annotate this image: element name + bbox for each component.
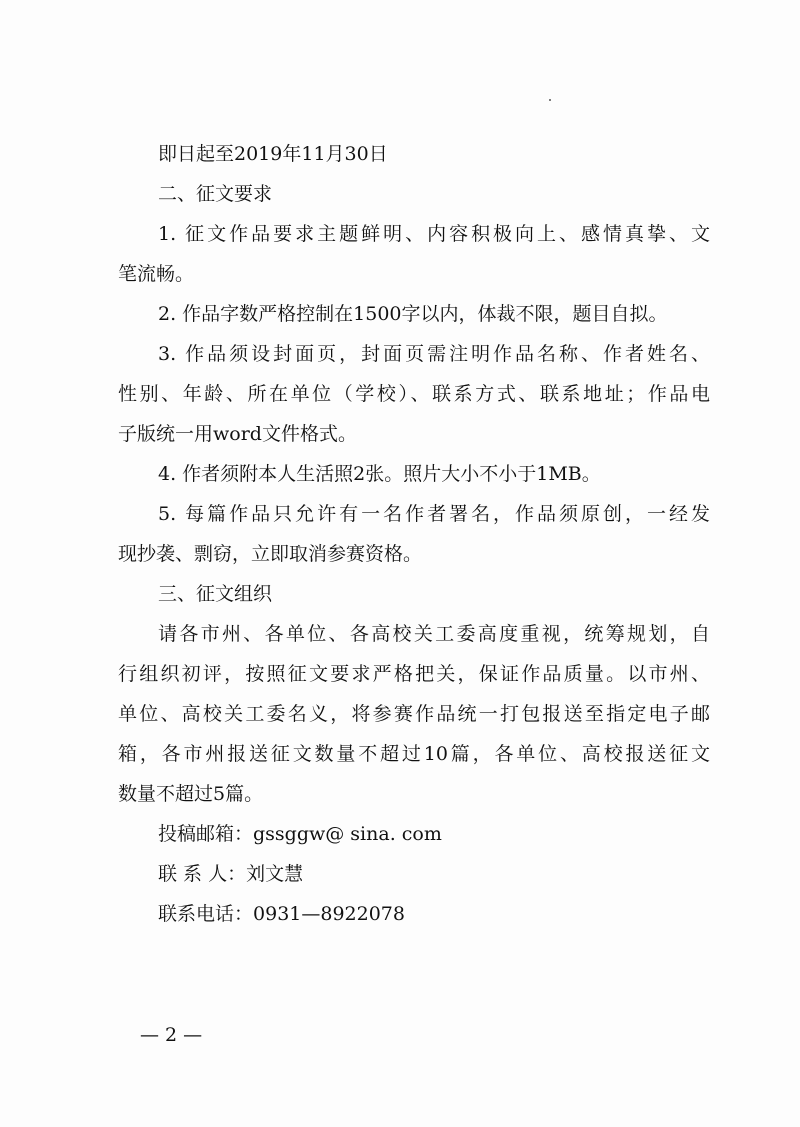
page-number: — 2 — [140, 1024, 203, 1046]
requirement-1-line-1: 1. 征文作品要求主题鲜明、内容积极向上、感情真挚、文 [158, 223, 710, 245]
email-label: 投稿邮箱： [158, 823, 254, 845]
contact-value: 刘文慧 [246, 863, 304, 885]
phone-row [158, 894, 405, 934]
organization-line-3: 单位、高校关工委名义，将参赛作品统一打包报送至指定电子邮 [118, 703, 710, 725]
organization-line-4: 箱，各市州报送征文数量不超过10篇，各单位、高校报送征文 [118, 743, 710, 765]
contact-row [158, 854, 303, 894]
organization-line-5: 数量不超过5篇。 [118, 783, 264, 805]
email-value: gssggw@ sina. com [253, 823, 442, 845]
phone-value: 0931—8922078 [253, 903, 405, 925]
organization-line-2: 行组织初评，按照征文要求严格把关，保证作品质量。以市州、 [118, 663, 710, 685]
requirement-5-line-1: 5. 每篇作品只允许有一名作者署名，作品须原创，一经发 [158, 503, 710, 525]
requirement-2: 2. 作品字数严格控制在1500字以内，体裁不限，题目自拟。 [158, 303, 668, 325]
requirement-4: 4. 作者须附本人生活照2张。照片大小不小于1MB。 [158, 463, 601, 485]
requirement-3-line-1: 3. 作品须设封面页，封面页需注明作品名称、作者姓名、 [158, 343, 710, 365]
requirement-3-line-3: 子版统一用word文件格式。 [118, 423, 357, 445]
requirement-3-line-2: 性别、年龄、所在单位（学校）、联系方式、联系地址；作品电 [118, 383, 710, 405]
requirement-5-line-2: 现抄袭、剽窃，立即取消参赛资格。 [118, 543, 423, 565]
section-heading-requirements: 二、征文要求 [158, 183, 273, 205]
continuation-line: 即日起至2019年11月30日 [158, 143, 388, 165]
organization-line-1: 请各市州、各单位、各高校关工委高度重视，统筹规划，自 [158, 623, 710, 645]
contact-label: 联 系 人： [158, 863, 247, 885]
section-heading-organization: 三、征文组织 [158, 583, 273, 605]
phone-label: 联系电话： [158, 903, 254, 925]
email-row [158, 814, 442, 854]
requirement-1-line-2: 笔流畅。 [118, 263, 195, 285]
scan-speck [549, 99, 551, 101]
